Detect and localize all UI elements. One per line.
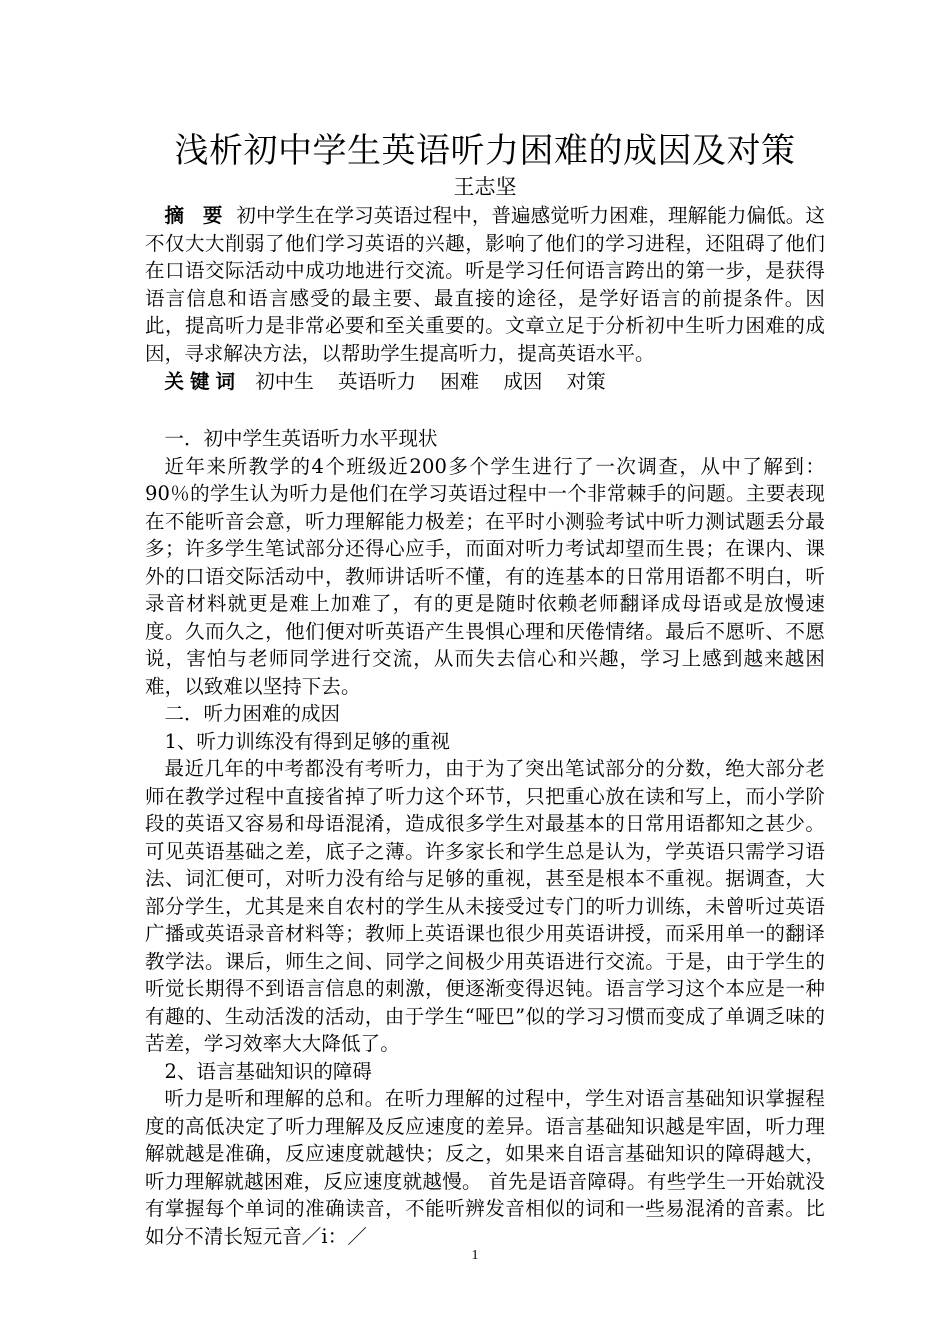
abstract-label: 摘 要 (164, 204, 229, 227)
section-paragraph: 近年来所教学的4个班级近200多个学生进行了一次调查，从中了解到：90％的学生认为听力是他们在学习英语过程中一个非常棘手的问题。主要表现在不能听音会意，听力理解能力极差；在平时小测验考试中听力测试题丢分最多；许多学生笔试部分还得心应手，而面对听力考试却望而生畏；在课内、课外的口语交际活动中，教师讲话听不懂，有的连基本的日常用语都不明白，听录音材料就更是难上加难了，有的更是随时依赖老师翻译成母语或是放慢速度。久而久之，他们便对听英语产生畏惧心理和厌倦情绪。最后不愿听、不愿说，害怕与老师同学进行交流，从而失去信心和兴趣，学习上感到越来越困难，以致难以坚持下去。 (145, 454, 825, 698)
keyword-item: 困难 (440, 370, 480, 393)
section-paragraph: 听力是听和理解的总和。在听力理解的过程中，学生对语言基础知识掌握程度的高低决定了听力理解及反应速度的差异。语言基础知识越是牢固，听力理解就越是准确，反应速度就越快；反之，如果来自语言基础知识的障碍越大，听力理解就越困难，反应速度就越慢。 首先是语音障碍。有些学生一开始就没有掌握每个单词的准确读音，不能听辨发音相似的词和一些易混淆的音素。比如分不清长短元音／i：／ (145, 1087, 825, 1248)
keyword-item: 成因 (503, 370, 543, 393)
section-paragraph: 最近几年的中考都没有考听力，由于为了突出笔试部分的分数，绝大部分老师在教学过程中直接省掉了听力这个环节，只把重心放在读和写上，而小学阶段的英语又容易和母语混淆，造成很多学生对最基本的日常用语都知之甚少。可见英语基础之差，底子之薄。许多家长和学生总是认为，学英语只需学习语法、词汇便可，对听力没有给与足够的重视，甚至是根本不重视。据调查，大部分学生，尤其是来自农村的学生从未接受过专门的听力训练，未曾听过英语广播或英语录音材料等；教师上英语课也很少用英语讲授，而采用单一的翻译教学法。课后，师生之间、同学之间极少用英语进行交流。于是，由于学生的听觉长期得不到语言信息的刺激，便逐渐变得迟钝。语言学习这个本应是一种有趣的、生动活泼的活动，由于学生“哑巴”似的学习习惯而变成了单调乏味的苦差，学习效率大大降低了。 (145, 757, 825, 1055)
keyword-item: 初中生 (255, 370, 314, 393)
subsection-heading: 2、语言基础知识的障碍 (164, 1059, 372, 1083)
page-number: 1 (471, 1248, 479, 1263)
keyword-item: 对策 (566, 370, 606, 393)
subsection-heading: 1、听力训练没有得到足够的重视 (164, 729, 450, 753)
author-name: 王志坚 (453, 175, 517, 199)
keyword-item: 英语听力 (337, 370, 416, 393)
keywords-label: 关键词 (164, 370, 242, 393)
document-title: 浅析初中学生英语听力困难的成因及对策 (174, 131, 796, 171)
abstract-text: 初中学生在学习英语过程中，普遍感觉听力困难，理解能力偏低。这不仅大大削弱了他们学习英语的兴趣，影响了他们的学习进程，还阻碍了他们在口语交际活动中成功地进行交流。听是学习任何语言跨出的第一步，是获得语言信息和语言感受的最主要、最直接的途径，是学好语言的前提条件。因此，提高听力是非常必要和至关重要的。文章立足于分析初中生听力困难的成因，寻求解决方法，以帮助学生提高听力，提高英语水平。 (145, 204, 825, 365)
section-heading: 一．初中学生英语听力水平现状 (164, 427, 438, 450)
document-page (145, 128, 825, 1250)
abstract-paragraph (145, 202, 825, 367)
section-heading: 二．听力困难的成因 (164, 702, 341, 725)
keywords-line (145, 367, 825, 397)
